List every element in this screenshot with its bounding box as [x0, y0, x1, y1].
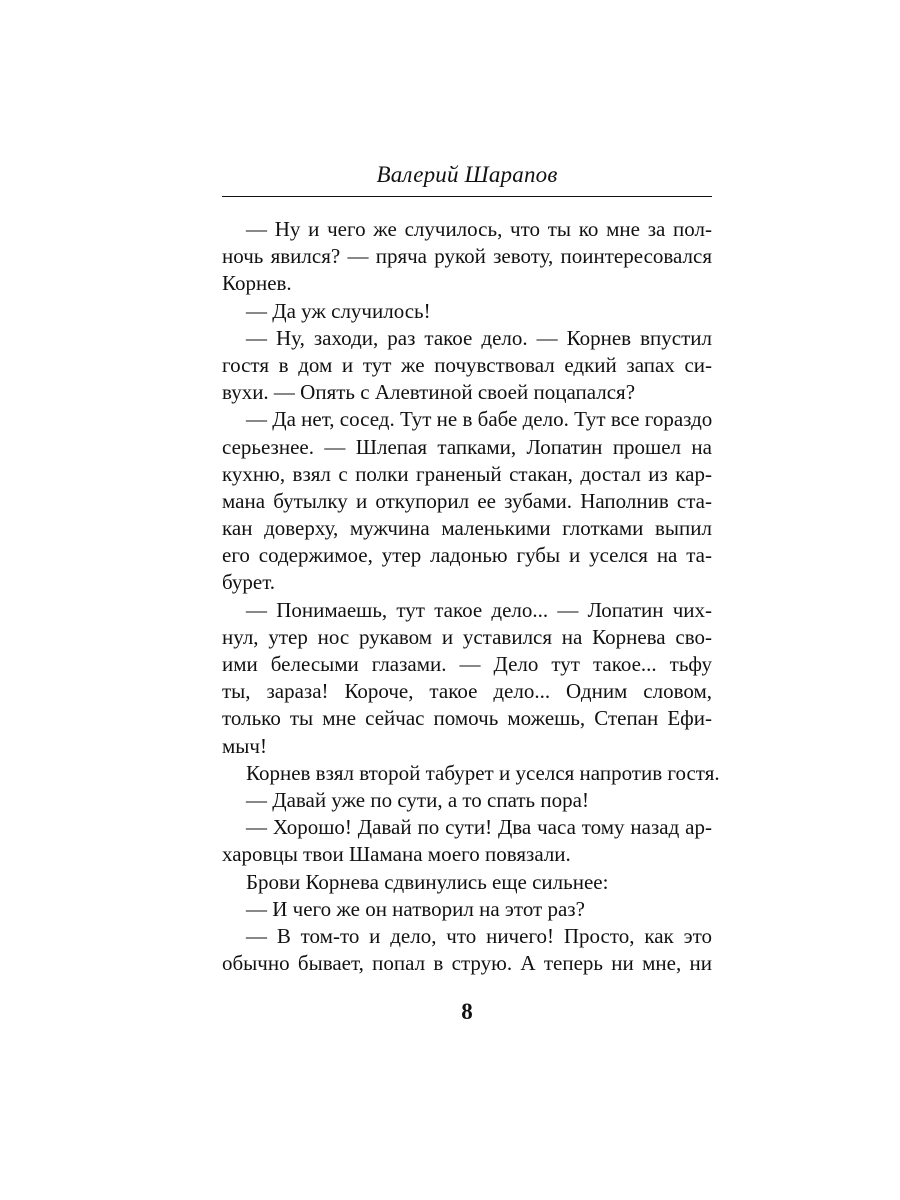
text-line: кан доверху, мужчина маленькими глотками выпил	[222, 516, 712, 541]
body-text	[222, 216, 720, 977]
text-line: обычно бывает, попал в струю. А теперь ни мне, ни	[222, 951, 712, 976]
text-line: нул, утер нос рукавом и уставился на Корнева сво-	[222, 624, 712, 649]
text-line: бурет.	[222, 570, 276, 595]
header-rule	[222, 196, 712, 197]
text-line: Корнев взял второй табурет и уселся напротив гостя.	[246, 760, 720, 785]
text-line: мыч!	[222, 733, 267, 758]
text-line: ты, зараза! Короче, такое дело... Одним словом,	[222, 679, 712, 704]
text-line: харовцы твои Шамана моего повязали.	[222, 842, 571, 867]
text-line: только ты мне сейчас помочь можешь, Степан Ефи-	[222, 706, 712, 731]
text-line: — Давай уже по сути, а то спать пора!	[246, 787, 589, 812]
text-line: кухню, взял с полки граненый стакан, достал из кар-	[222, 461, 712, 486]
text-line: — Да уж случилось!	[246, 298, 431, 323]
text-line: Корнев.	[222, 271, 292, 296]
text-line: гостя в дом и тут же почувствовал едкий запах си-	[222, 352, 712, 377]
running-head-author: Валерий Шарапов	[376, 162, 558, 187]
text-line: — В том-то и дело, что ничего! Просто, как это	[246, 923, 712, 948]
text-line: мана бутылку и откупорил ее зубами. Наполнив ста-	[222, 488, 712, 513]
text-line: — И чего же он натворил на этот раз?	[246, 896, 585, 921]
text-line: — Ну и чего же случилось, что ты ко мне за пол-	[246, 217, 712, 241]
text-line: ночь явился? — пряча рукой зевоту, поинтересовался	[222, 244, 712, 269]
page-number: 8	[461, 999, 473, 1024]
text-line: серьезнее. — Шлепая тапками, Лопатин прошел на	[222, 434, 712, 459]
text-line: — Понимаешь, тут такое дело... — Лопатин чих-	[246, 597, 712, 622]
text-line: его содержимое, утер ладонью губы и уселся на та-	[222, 543, 712, 568]
text-line: вухи. — Опять с Алевтиной своей поцапался?	[222, 380, 636, 405]
text-line: — Хорошо! Давай по сути! Два часа тому назад ар-	[246, 815, 712, 840]
text-line: — Ну, заходи, раз такое дело. — Корнев впустил	[246, 325, 712, 350]
text-line: — Да нет, сосед. Тут не в бабе дело. Тут все гораздо	[246, 407, 713, 432]
text-line: ими белесыми глазами. — Дело тут такое... тьфу	[222, 652, 712, 676]
text-line: Брови Корнева сдвинулись еще сильнее:	[246, 869, 609, 894]
